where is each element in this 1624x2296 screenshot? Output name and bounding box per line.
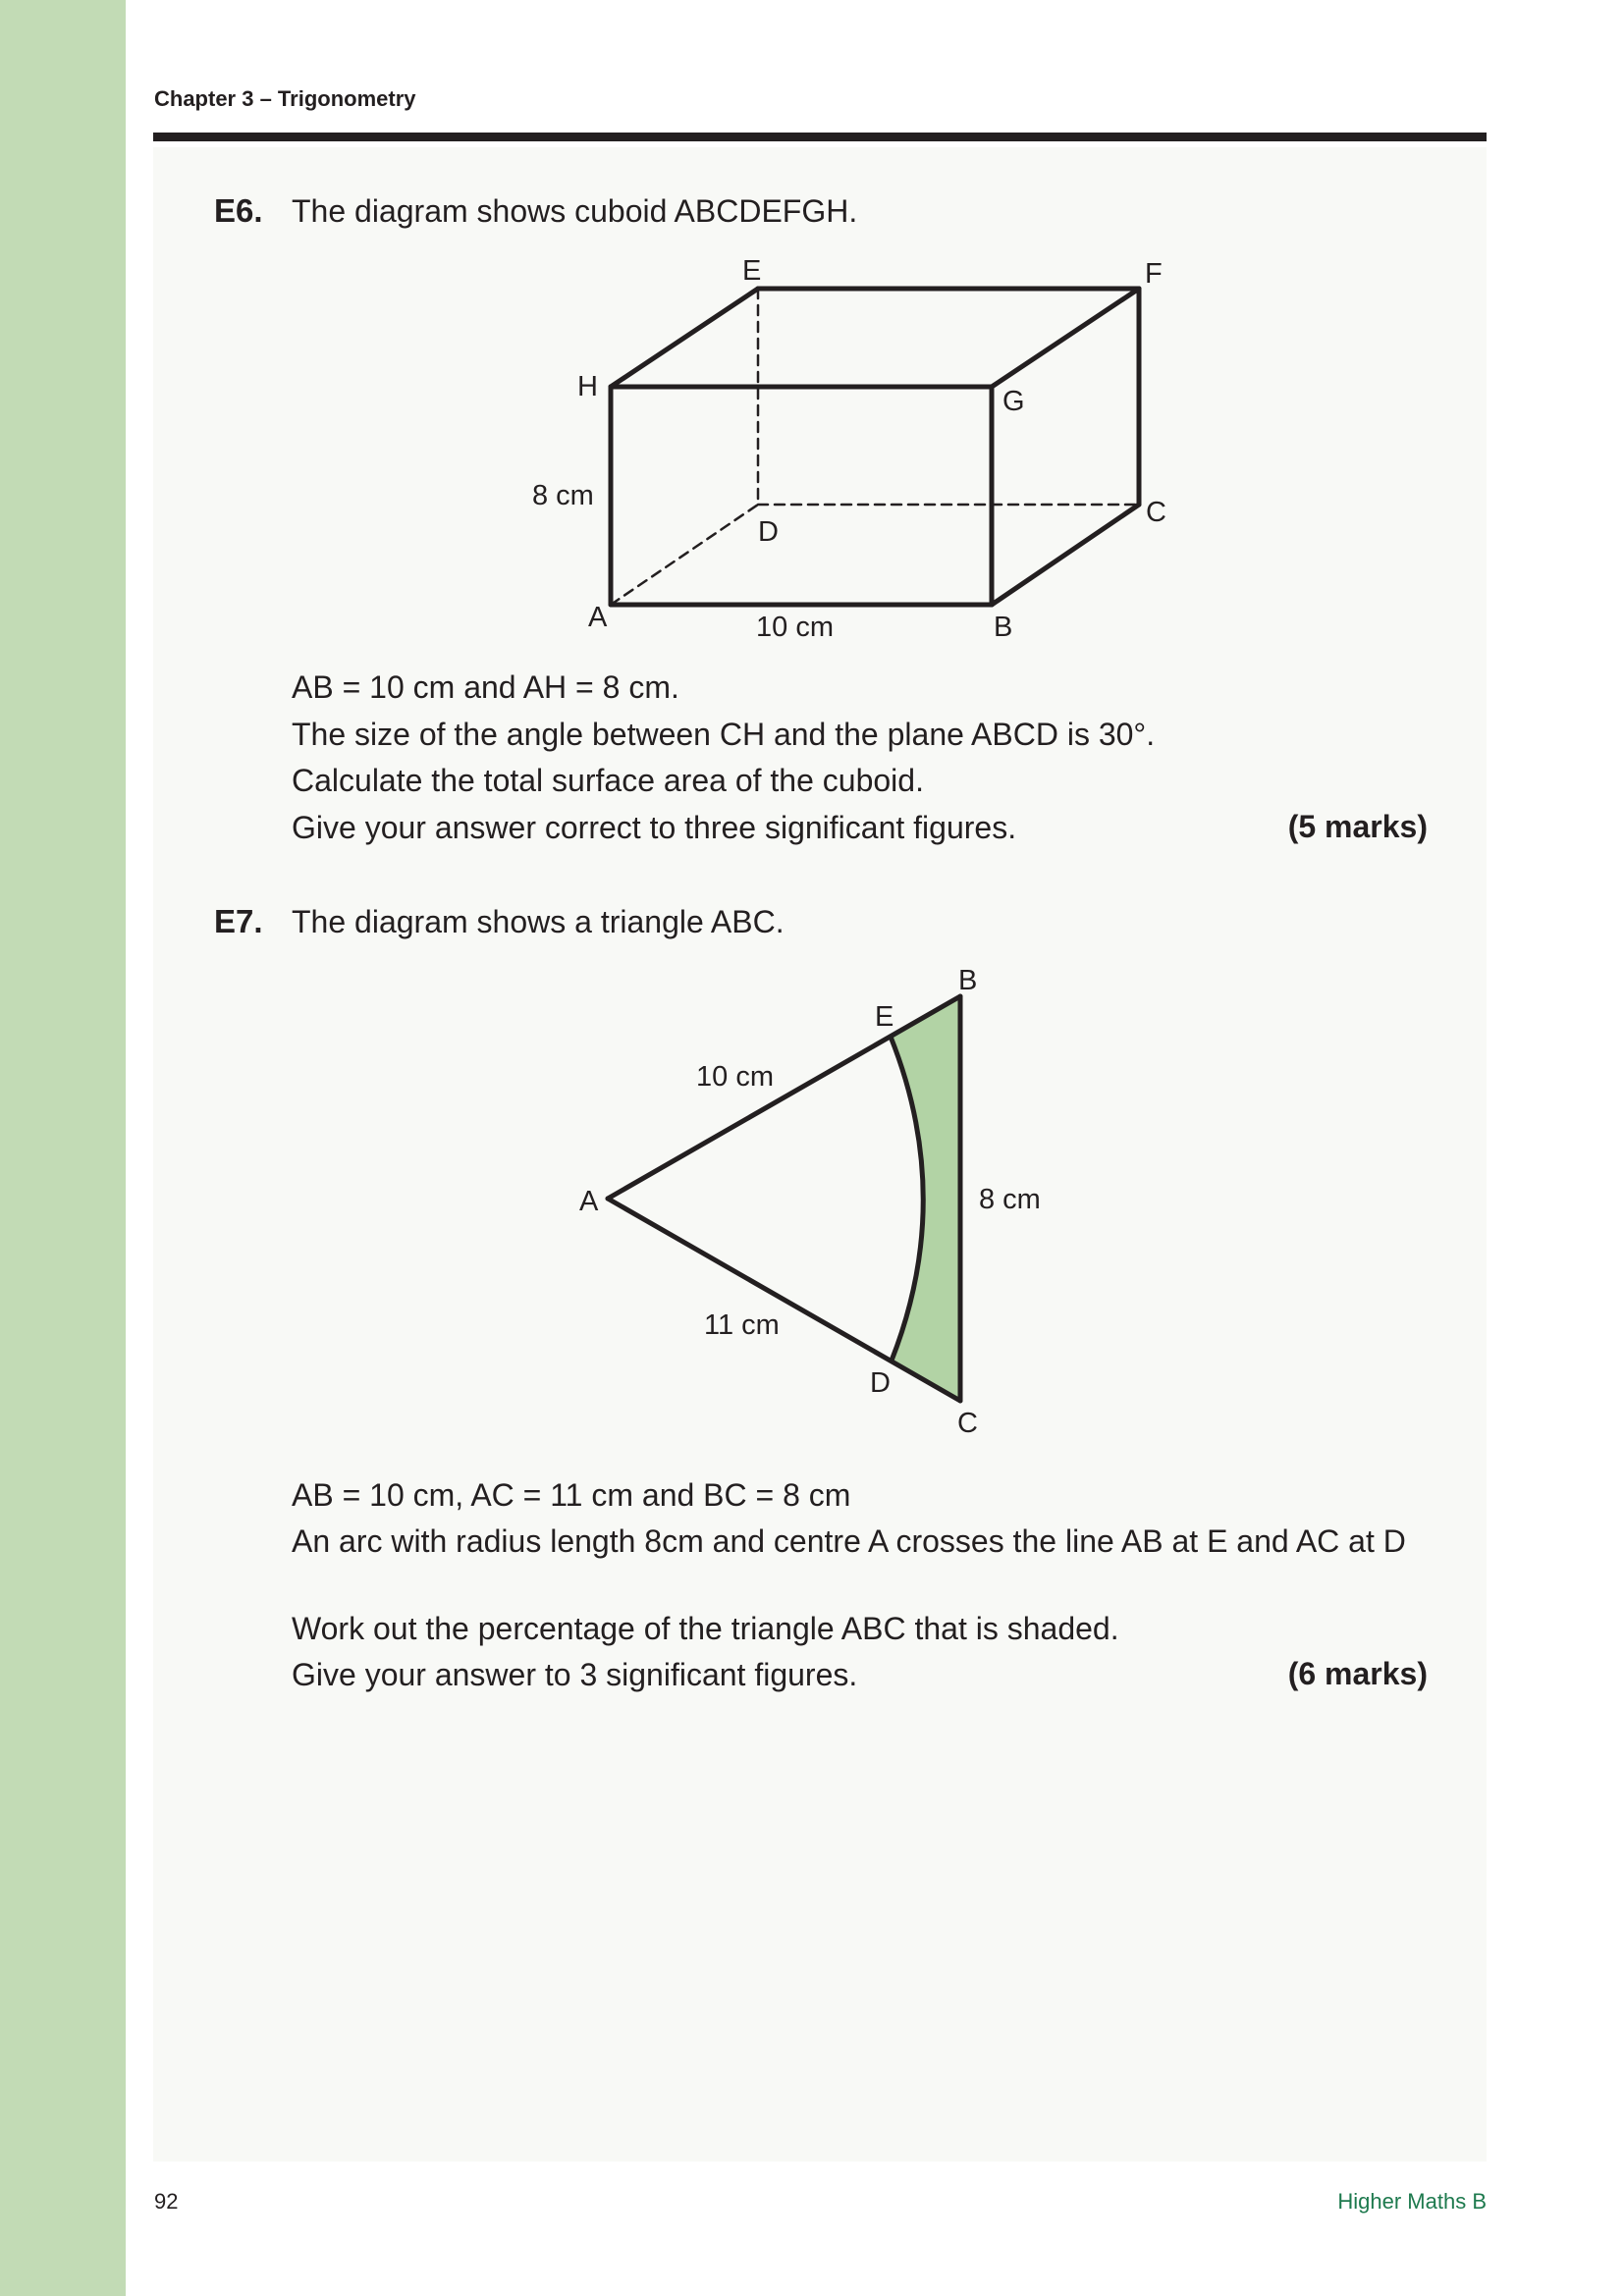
triangle-label-c: C [957, 1408, 978, 1439]
e6-line-3: Calculate the total surface area of the cuboid. [292, 763, 924, 798]
triangle-side-ac [608, 1199, 960, 1401]
page-number: 92 [154, 2189, 179, 2214]
triangle-label-d: D [870, 1367, 891, 1399]
cuboid-label-g: G [1002, 386, 1025, 417]
question-intro-e7: The diagram shows a triangle ABC. [292, 904, 785, 939]
cuboid-label-e: E [742, 255, 762, 287]
cuboid-diagram [611, 289, 1139, 605]
triangle-label-b: B [958, 965, 978, 996]
cuboid-edge-he [611, 289, 758, 387]
triangle-label-bc-length: 8 cm [979, 1184, 1041, 1215]
e6-line-4: Give your answer correct to three significant figures. [292, 810, 1017, 845]
cuboid-edge-bc [992, 505, 1139, 605]
cuboid-label-d: D [758, 516, 779, 548]
question-number-e7: E7. [214, 903, 263, 939]
triangle-diagram [608, 996, 960, 1401]
cuboid-label-height: 8 cm [532, 480, 594, 511]
cuboid-label-c: C [1146, 497, 1166, 528]
cuboid-label-h: H [577, 371, 598, 402]
cuboid-edge-gf [992, 289, 1139, 387]
e6-marks: (5 marks) [1287, 809, 1428, 844]
cuboid-edge-ad-hidden [611, 505, 758, 605]
triangle-label-e: E [875, 1001, 894, 1033]
triangle-side-ab [608, 996, 960, 1199]
question-number-e6: E6. [214, 192, 263, 229]
e7-line-2: An arc with radius length 8cm and centre A crosses the line AB at E and AC at D [292, 1523, 1406, 1559]
cuboid-label-b: B [994, 612, 1013, 643]
chapter-header: Chapter 3 – Trigonometry [154, 86, 416, 111]
e6-line-2: The size of the angle between CH and the plane ABCD is 30°. [292, 717, 1156, 752]
e7-line-4: Give your answer to 3 significant figures. [292, 1657, 858, 1692]
cuboid-label-f: F [1145, 258, 1163, 290]
book-title: Higher Maths B [1337, 2189, 1487, 2214]
cuboid-label-a: A [588, 602, 608, 633]
e7-line-1: AB = 10 cm, AC = 11 cm and BC = 8 cm [292, 1477, 851, 1513]
e7-line-3: Work out the percentage of the triangle ABC that is shaded. [292, 1611, 1119, 1646]
triangle-label-ab-length: 10 cm [696, 1061, 774, 1093]
e6-line-1: AB = 10 cm and AH = 8 cm. [292, 669, 679, 705]
triangle-label-ac-length: 11 cm [704, 1309, 780, 1341]
triangle-label-a: A [579, 1186, 599, 1217]
question-intro-e6: The diagram shows cuboid ABCDEFGH. [292, 193, 858, 229]
cuboid-label-base: 10 cm [756, 612, 834, 643]
e7-marks: (6 marks) [1287, 1656, 1428, 1691]
